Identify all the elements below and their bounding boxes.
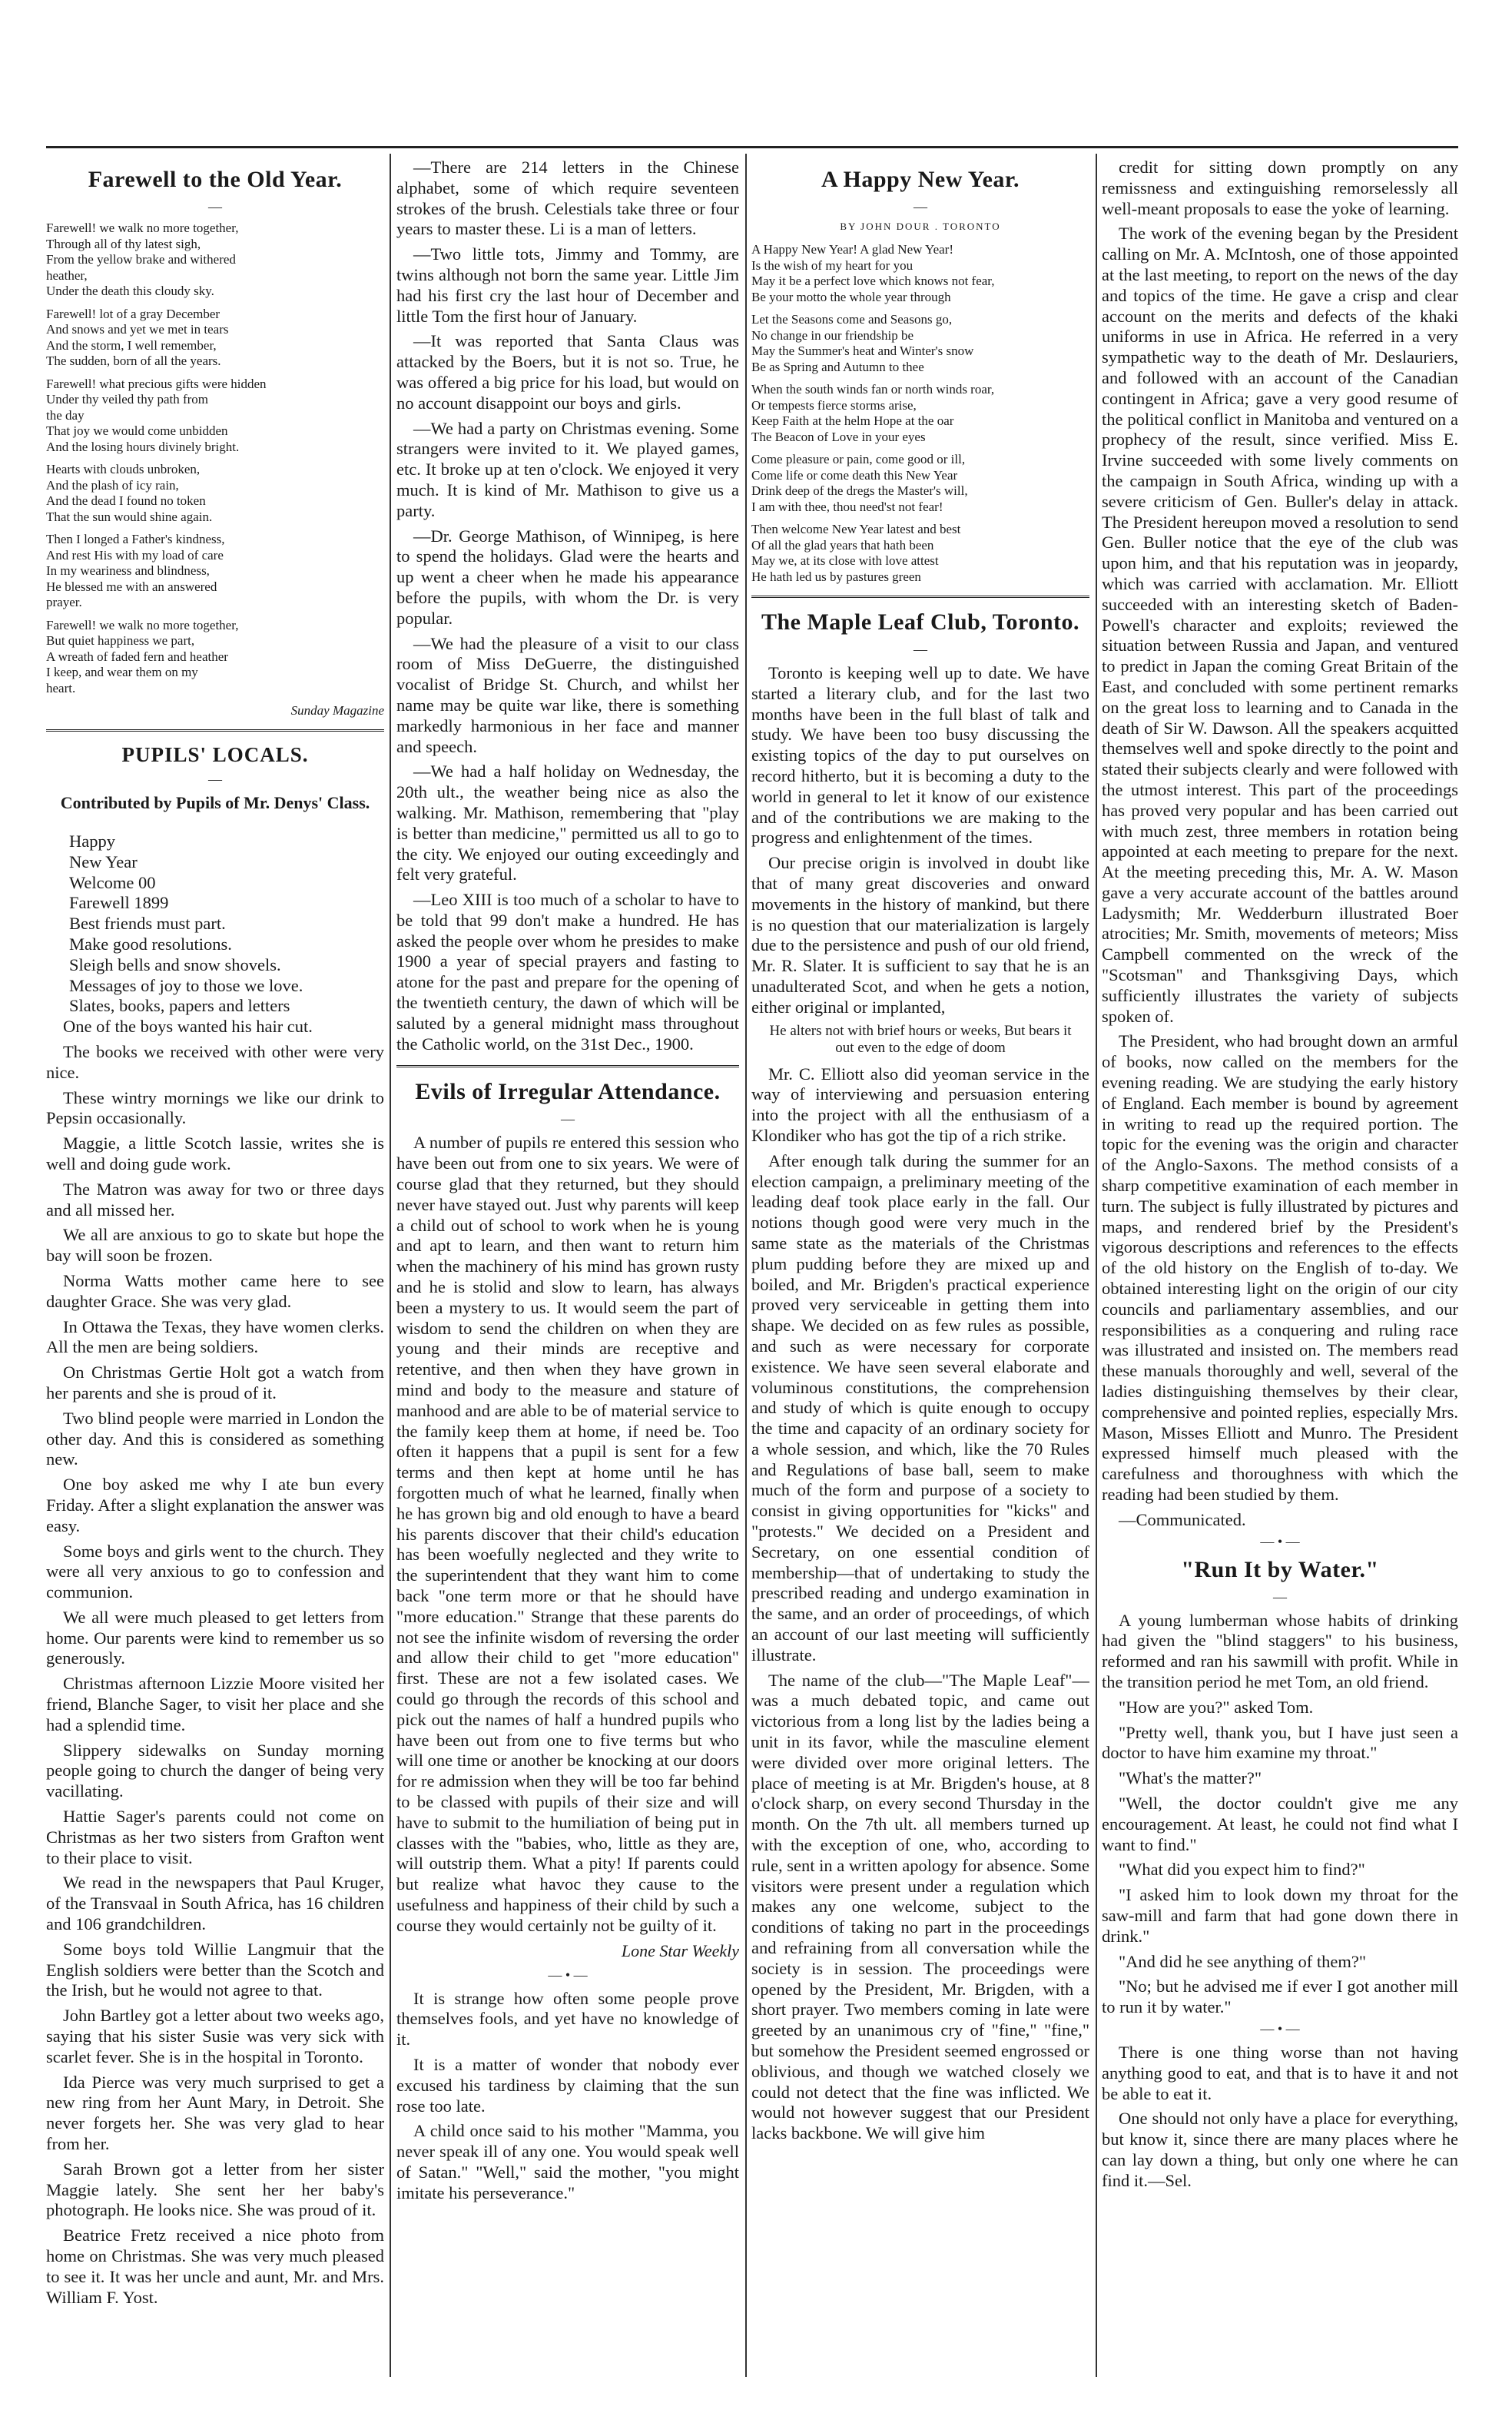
poem-stanza: Farewell! we walk no more together, Through all of thy latest sigh, From the yellow brake and withered heather, Under the death this cloudy sky. bbox=[46, 221, 239, 298]
pupils-locals-title: PUPILS' LOCALS. bbox=[121, 743, 309, 766]
column-rule bbox=[390, 154, 391, 2377]
local-item: Ida Pierce was very much surprised to get a new ring from her Aunt Mary, in Detroit. She never forgets her. She was very glad to hear from her. bbox=[46, 2072, 384, 2154]
local-item: The Matron was away for two or three days and all missed her. bbox=[46, 1179, 384, 1220]
poem-stanza: Come pleasure or pain, come good or ill, Come life or come death this New Year Drink deep of the dregs the Master's will, I am with thee, thou need'st not fear! bbox=[751, 452, 968, 514]
local-item: Maggie, a little Scotch lassie, writes she is well and doing gude work. bbox=[46, 1133, 384, 1173]
news-item: —Leo XIII is too much of a scholar to have to be told that 99 don't make a hundred. He has asked the people over whom he presides to make 1900 a year of special prayers and fasting to atone for the past and prepare for the opening of the twentieth century, the dawn of which will be saluted by a general midnight mass throughout the Catholic world, on the 31st Dec., 1900. bbox=[396, 890, 739, 1054]
divider: — bbox=[914, 199, 927, 214]
local-item: Sarah Brown got a letter from her sister Maggie lately. She sent her her baby's photograph. He looks nice. She was proud of it. bbox=[46, 2159, 384, 2220]
local-item: One boy asked me why I ate bun every Friday. After a slight explanation the answer was easy. bbox=[46, 1475, 384, 1535]
divider: — bbox=[1273, 1588, 1287, 1605]
column-rule bbox=[1096, 154, 1097, 2377]
section-rule bbox=[46, 729, 384, 734]
local-line: Welcome 00 bbox=[69, 872, 156, 892]
local-line: Farewell 1899 bbox=[69, 893, 169, 913]
news-item: —We had a half holiday on Wednesday, the 20th ult., the weather being nice as also the walking. Mr. Mathison, remembering that "play is better than medicine," permitted us all to go to the city. We enjoyed our outing exceedingly and felt very grateful. bbox=[396, 762, 739, 885]
local-item: On Christmas Gertie Holt got a watch from her parents and she is proud of it. bbox=[46, 1363, 384, 1402]
divider: — bbox=[561, 1111, 575, 1127]
local-item: The books we received with other were very nice. bbox=[46, 1041, 384, 1082]
local-line: Messages of joy to those we love. bbox=[69, 975, 303, 995]
poem-source: Sunday Magazine bbox=[290, 703, 384, 718]
filler-item: It is a matter of wonder that nobody ever excused his tardiness by claiming that the sun rose too late. bbox=[396, 2054, 739, 2116]
old-year-poem bbox=[46, 221, 384, 696]
article-paragraph: A young lumberman whose habits of drinking had given the "blind staggers" to his business, reformed and ran his sawmill with profit. While in the transition period he met Tom, an old friend. bbox=[1102, 1610, 1458, 1691]
local-item: We all are anxious to go to skate but hope the bay will soon be frozen. bbox=[46, 1225, 384, 1266]
local-item: We read in the newspapers that Paul Kruger, of the Transvaal in South Africa, has 16 children and 106 grandchildren. bbox=[46, 1873, 384, 1934]
article-paragraph: The name of the club—"The Maple Leaf"—was a much debated topic, and came out victorious from a long list by the ladies being a unit in its favor, while the masculine element were divided over more original letters. The place of meeting is at Mr. Brigden's house, at 8 o'clock sharp, on every second Thursday in the month. On the 7th ult. all members turned up with the exception of one, who, according to rule, sent in a written apology for absence. Some visitors were present under a regulation which makes any one welcome, subject to the conditions of taking no part in the proceedings and refraining from all conversation while the society is in session. The proceedings were opened by the President, Mr. Brigden, with a short prayer. Two members coming in late were greeted by an unanimous cry of "fine," "fine," but somehow the President seemed engrossed or oblivious, and though we watched closely we could not detect that the fine was inflicted. We would not however suggest that our President lacks backbone. We will give him bbox=[751, 1670, 1089, 2143]
article-paragraph: Our precise origin is involved in doubt like that of many great discoveries and onward movements in the history of mankind, but there is no question that our materialization is largely due to the persistence and push of our old friend, Mr. R. Slater. It is sufficient to say that he is an unadulterated Scot, and when he gets a notion, either original or implanted, bbox=[751, 853, 1089, 1017]
article-paragraph: A number of pupils re entered this session who have been out from one to six years. We were of course glad that they returned, but they should never have stayed out. Just why parents will keep a child out of school to work when he is young and apt to learn, and then want to return him when the machinery of his mind has grown rusty and he is stolid and slow to learn, has always been a mystery to us. It would seem the part of wisdom to send the children on when they are young and their minds are receptive and retentive, and then when they have grown in mind and body to the measure and stature of manhood and are able to be of material service to the family keep them at home, if need be. Too often it happens that a pupil is sent for a few terms and then kept at home until he has forgotten much of what he learned, finally when he has grown big and old enough to have a beard his parents discover that their child's education has been woefully neglected and they write to the superintendent that they want him to come back "one term more or that he should have "more education." Strange that these parents do not see the infinite wisdom of reversing the order and allow their child to get "more education" first. These are not a few isolated cases. We could go through the records of this school and pick out the names of half a hundred pupils who have been out from one to five terms but who will one time or another be knocking at our doors for re admission when they will be too far behind to be classed with pupils of their size and will have to submit to the humiliation of being put in classes with the "babies, who, little as they are, will outstrip them. What a pity! If parents could but realize what havoc they cause to the usefulness and happiness of their child by such a course they would certainly not be guilty of it. bbox=[396, 1133, 739, 1935]
divider: — bbox=[208, 199, 222, 214]
local-item: We all were much pleased to get letters from home. Our parents were kind to remember us so generously. bbox=[46, 1607, 384, 1668]
section-rule bbox=[751, 596, 1089, 600]
poem-stanza: Then welcome New Year latest and best Of all the glad years that hath been May we, at its close with love attest He hath led us by pastures green bbox=[751, 522, 961, 584]
article-paragraph: The work of the evening began by the President calling on Mr. A. McIntosh, one of those appointed at the last meeting, to report on the news of the day and topics of the time. He gave a crisp and clear account on the merits and defects of the khaki uniforms in use in Africa. He referred in a very sympathetic way to the death of Mr. Deslauriers, and followed with an account of the Canadian contingent in Africa; gave a very good resume of the political conflict in Manitoba and ventured on a prophecy of the result, since verified. Miss E. Irvine succeeded with some lively comments on the campaign in South Africa, winding up with a severe criticism of Gen. Buller's delay in attack. The President hereupon moved a resolution to send Gen. Buller notice that the eye of the club was upon him, and that his reputation was in jeopardy, which was carried with acclamation. Mr. Elliott succeeded with an interesting sketch of Baden-Powell's character and exploits; reviewed the situation between Russia and Japan, and ventured to predict in Japan the coming Great Britain of the East, and concluded with some pertinent remarks on the great loss to learning and to Canada in the death of Sir W. Dawson. All the speakers acquitted themselves well and spoke directly to the point and stated their subjects clearly and were followed with the utmost interest. This part of the proceedings has proved very popular and has been carried out with much zest, three members in rotation being appointed at each meeting to prepare for the next. At the meeting preceding this, Mr. A. W. Mason gave a very accurate account of the battles around Ladysmith; Mr. Wedderburn illustrated Boer atrocities; Mr. Smith, movements of meteors; Miss Campbell commented on the wreck of the "Scotsman" and Thanksgiving Days, which sufficiently illustrates the variety of subjects spoken of. bbox=[1102, 224, 1458, 1026]
column-1 bbox=[46, 158, 384, 2377]
divider: — • — bbox=[1260, 1533, 1300, 1549]
evils-title: Evils of Irregular Attendance. bbox=[415, 1079, 721, 1105]
local-item: Some boys and girls went to the church. They were all very anxious to go to confession and communion. bbox=[46, 1541, 384, 1602]
old-year-title: Farewell to the Old Year. bbox=[88, 167, 343, 192]
poem-stanza: Hearts with clouds unbroken, And the plash of icy rain, And the dead I found no token That the sun would shine again. bbox=[46, 462, 213, 524]
local-item: One of the boys wanted his hair cut. bbox=[63, 1017, 313, 1037]
local-item: In Ottawa the Texas, they have women clerks. All the men are being soldiers. bbox=[46, 1316, 384, 1357]
filler-item: There is one thing worse than not having anything good to eat, and that is to have it and not be able to eat it. bbox=[1102, 2042, 1458, 2103]
filler-item: A child once said to his mother "Mamma, you never speak ill of any one. You would speak well of Satan." "Well," said the mother, "you might imitate his perseverance." bbox=[396, 2121, 739, 2202]
top-rule bbox=[46, 146, 1458, 148]
poem-byline: BY JOHN DOUR . TORONTO bbox=[840, 221, 1001, 232]
local-item: Slippery sidewalks on Sunday morning people going to church the danger of being very vacillating. bbox=[46, 1740, 384, 1801]
poem-stanza: Then I longed a Father's kindness, And rest His with my load of care In my weariness and blindness, He blessed me with an answered prayer. bbox=[46, 532, 225, 609]
local-line: Slates, books, papers and letters bbox=[69, 996, 290, 1016]
article-paragraph: "I asked him to look down my throat for the saw-mill and farm that had gone down there in drink." bbox=[1102, 1885, 1458, 1946]
article-paragraph: Toronto is keeping well up to date. We have started a literary club, and for the last two months have been in the full blast of talk and study. We have been too busy discussing the existing topics of the day to put ourselves on record hitherto, but it is becoming a duty to the world in general to let it know of our existence and of the contributions we are making to the progress and enlightenment of the times. bbox=[751, 663, 1089, 848]
happy-new-year-poem bbox=[751, 242, 1089, 585]
local-item: Two blind people were married in London the other day. And this is considered as something new. bbox=[46, 1408, 384, 1469]
column-2 bbox=[396, 158, 739, 2377]
local-line: Happy bbox=[69, 831, 115, 851]
article-paragraph: "And did he see anything of them?" bbox=[1119, 1951, 1367, 1971]
article-paragraph: "Pretty well, thank you, but I have just seen a doctor to have him examine my throat." bbox=[1102, 1722, 1458, 1763]
column-rule bbox=[745, 154, 747, 2377]
article-paragraph: "What did you expect him to find?" bbox=[1119, 1860, 1365, 1880]
local-line: Best friends must part. bbox=[69, 914, 226, 934]
local-item: Christmas afternoon Lizzie Moore visited her friend, Blanche Sager, to visit her place and she had a splendid time. bbox=[46, 1674, 384, 1734]
local-line: Sleigh bells and snow shovels. bbox=[69, 954, 281, 974]
local-line: Make good resolutions. bbox=[69, 934, 232, 954]
local-item: Norma Watts mother came here to see daughter Grace. She was very glad. bbox=[46, 1270, 384, 1311]
article-paragraph: "What's the matter?" bbox=[1119, 1768, 1262, 1788]
poem-stanza: A Happy New Year! A glad New Year! Is the wish of my heart for you May it be a perfect love which knows not fear, Be your motto the whole year through bbox=[751, 242, 995, 304]
poem-stanza: When the south winds fan or north winds roar, Or tempests fierce storms arise, Keep Faith at the helm Hope at the oar The Beacon of Love in your eyes bbox=[751, 382, 995, 444]
divider: — bbox=[914, 642, 927, 657]
news-item: —We had the pleasure of a visit to our class room of Miss DeGuerre, the distinguished vocalist of Bridge St. Church, and whilst her name may be quite war like, there is something markedly harmonious in her face and manner and speech. bbox=[396, 633, 739, 756]
poem-stanza: Farewell! what precious gifts were hidden Under thy veiled thy path from the day That joy we would come unbidden And the losing hours divinely bright. bbox=[46, 376, 267, 454]
article-paragraph: After enough talk during the summer for an election campaign, a preliminary meeting of the leading deaf took place early in the fall. Our notions though good were very much in the same state as the materials of the Christmas plum pudding before they are mixed up and boiled, and Mr. Brigden's practical experience proved very serviceable in getting them into shape. We decided on as few rules as possible, and such as were necessary for corporate existence. We have seen several elaborate and voluminous constitutions, the comprehension and study of which is quite enough to occupy the time and capacity of an ordinary society for a whole session, and which, like the 70 Rules and Regulations of base ball, seem to make much of the form and purpose of a society to consist in giving opportunities for "kicks" and "protests." We decided on a President and Secretary, on one essential condition of membership—that of undertaking to study the prescribed reading and undergo examination in the same, and an order of proceedings, of which an account of our last meeting will sufficiently illustrate. bbox=[751, 1150, 1089, 1665]
news-item: —There are 214 letters in the Chinese alphabet, some of which require seventeen strokes of the brush. Celestials take three or four years to master these. Li is a man of letters. bbox=[396, 158, 739, 239]
article-source: Lone Star Weekly bbox=[621, 1940, 739, 1960]
happy-new-year-title: A Happy New Year. bbox=[821, 167, 1020, 192]
maple-leaf-title: The Maple Leaf Club, Toronto. bbox=[761, 609, 1079, 635]
article-paragraph: "No; but he advised me if ever I got another mill to run it by water." bbox=[1102, 1977, 1458, 2017]
article-paragraph: credit for sitting down promptly on any remissness and extinguishing remorselessly all well-meant proposals to ease the yoke of learning. bbox=[1102, 158, 1458, 218]
run-it-by-water-title: "Run It by Water." bbox=[1181, 1556, 1379, 1582]
news-item: —We had a party on Christmas evening. Some strangers were invited to it. We played games, etc. It broke up at ten o'clock. We enjoyed it very much. It is kind of Mr. Mathison to give us a party. bbox=[396, 418, 739, 520]
poem-stanza: Farewell! lot of a gray December And snows and yet we met in tears And the storm, I well remember, The sudden, born of all the years. bbox=[46, 306, 229, 368]
divider: — bbox=[208, 772, 222, 787]
article-paragraph: "Well, the doctor couldn't give me any encouragement. At least, he could not find what I want to find." bbox=[1102, 1793, 1458, 1854]
news-item: —Two little tots, Jimmy and Tommy, are twins although not born the same year. Little Jim had his first cry the last hour of December and little Tom the first hour of January. bbox=[396, 244, 739, 326]
local-item: John Bartley got a letter about two weeks ago, saying that his sister Susie was very sick with scarlet fever. She is in the hospital in Toronto. bbox=[46, 2006, 384, 2066]
local-item: These wintry mornings we like our drink to Pepsin occasionally. bbox=[46, 1087, 384, 1128]
divider: — • — bbox=[548, 1967, 588, 1983]
article-signoff: —Communicated. bbox=[1119, 1509, 1246, 1529]
pupils-locals-subtitle: Contributed by Pupils of Mr. Denys' Class. bbox=[60, 793, 370, 812]
local-line: New Year bbox=[69, 851, 138, 871]
filler-item: It is strange how often some people prove themselves fools, and yet have no knowledge of it. bbox=[396, 1988, 739, 2050]
column-4 bbox=[1102, 158, 1458, 2377]
local-item: Beatrice Fretz received a nice photo from home on Christmas. She was very much pleased to see it. It was her uncle and aunt, Mr. and Mrs. William F. Yost. bbox=[46, 2226, 384, 2307]
article-paragraph: Mr. C. Elliott also did yeoman service in the way of interviewing and persuasion entering into the project with all the enthusiasm of a Klondiker who has got the tip of a rich strike. bbox=[751, 1064, 1089, 1145]
news-item: —It was reported that Santa Claus was attacked by the Boers, but it is not so. True, he was offered a big price for his load, but would on no account disappoint our boys and girls. bbox=[396, 331, 739, 413]
poem-stanza: Let the Seasons come and Seasons go, No change in our friendship be May the Summer's heat and Winter's snow Be as Spring and Autumn to thee bbox=[751, 312, 974, 374]
news-item: —Dr. George Mathison, of Winnipeg, is here to spend the holidays. Glad were the hearts and up went a cheer when he made his appearance before the pupils, with whom the Dr. is very popular. bbox=[396, 526, 739, 628]
local-item: Hattie Sager's parents could not come on Christmas as her two sisters from Grafton went to their place to visit. bbox=[46, 1807, 384, 1867]
divider: — • — bbox=[1260, 2020, 1300, 2036]
column-3 bbox=[751, 158, 1089, 2377]
section-rule bbox=[396, 1065, 739, 1070]
quotation: He alters not with brief hours or weeks, But bears it out even to the edge of doom bbox=[769, 1022, 1072, 1056]
poem-stanza: Farewell! we walk no more together, But quiet happiness we part, A wreath of faded fern and heather I keep, and wear them on my heart. bbox=[46, 617, 239, 695]
local-item: Some boys told Willie Langmuir that the English soldiers were better than the Scotch and the Irish, but he would not agree to that. bbox=[46, 1939, 384, 2000]
filler-item: One should not only have a place for everything, but know it, since there are many places where he can lay down a thing, but only one where he can find it.—Sel. bbox=[1102, 2109, 1458, 2190]
article-paragraph: The President, who had brought down an armful of books, now called on the members for the evening reading. We are studying the early history of England. Each member is bound by agreement in writing to read up the required portion. The topic for the evening was the origin and character of the Anglo-Saxons. The method consists of a sharp competitive examination of each member in turn. The subject is fully illustrated by pictures and maps, and rendered brief by the President's vigorous descriptions and references to the effects of the old history on the English of to-day. We obtained interesting light on the origin of our city councils and parliamentary assemblies, and our responsibilities as a conquering and ruling race was illustrated and insisted on. The members read these manuals thoroughly and well, several of the ladies distinguishing themselves by their clear, comprehensive and pointed replies, especially Mrs. Mason, Misses Elliott and Munro. The President expressed himself much pleased with the carefulness and thoroughness with which the reading had been studied by them. bbox=[1102, 1031, 1458, 1504]
article-paragraph: "How are you?" asked Tom. bbox=[1119, 1697, 1314, 1717]
